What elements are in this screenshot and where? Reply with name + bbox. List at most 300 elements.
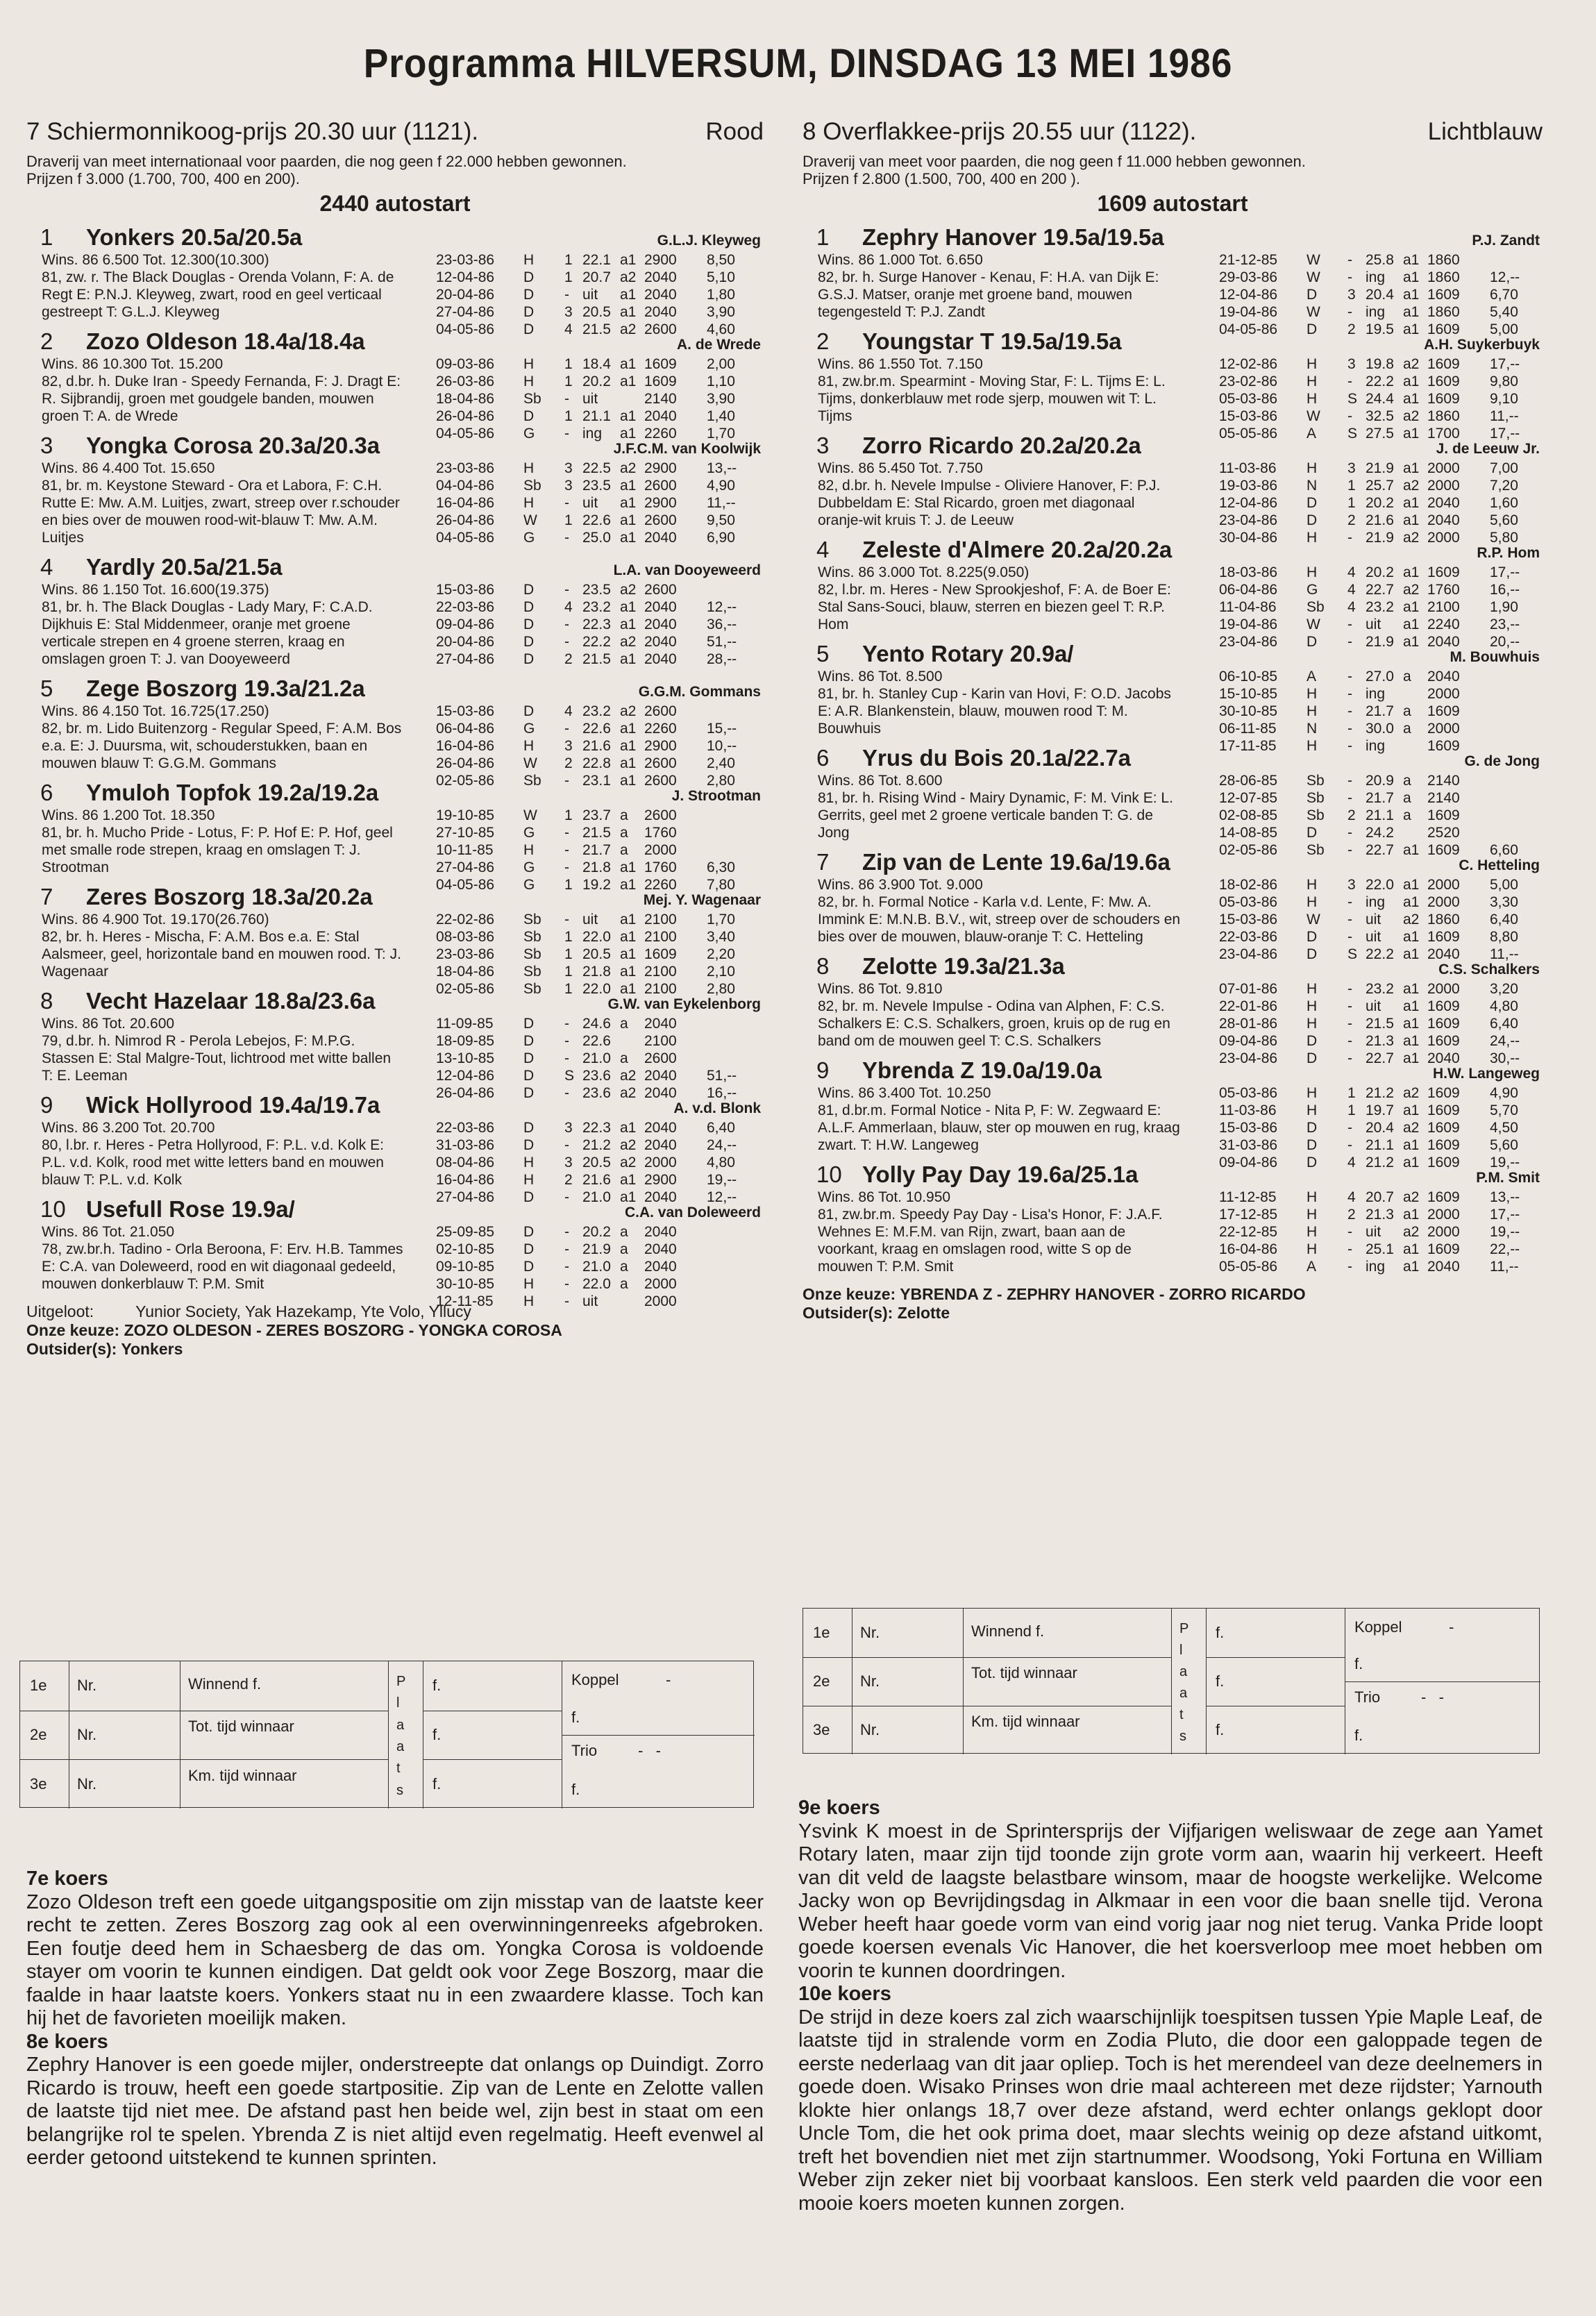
result-class: a2 <box>620 269 637 285</box>
result-distance: 1609 <box>1427 356 1460 372</box>
result-distance: 2040 <box>1427 1259 1460 1275</box>
result-time: 21.3 <box>1366 1207 1394 1223</box>
result-odds: 3,20 <box>1490 981 1518 997</box>
table-f: f. <box>1216 1624 1225 1641</box>
result-track: H <box>523 842 535 858</box>
result-place: 3 <box>1347 460 1356 476</box>
result-date: 06-04-86 <box>1219 582 1278 598</box>
result-class: a1 <box>620 287 637 303</box>
result-date: 21-12-85 <box>1219 252 1278 268</box>
table-trio-f: f. <box>571 1781 580 1798</box>
result-odds: 24,-- <box>707 1137 737 1153</box>
horse-number: 1 <box>816 224 830 250</box>
result-distance: 1609 <box>1427 738 1460 754</box>
result-place: - <box>564 530 569 546</box>
result-time: 22.6 <box>582 512 611 528</box>
result-odds: 5,80 <box>1490 530 1518 546</box>
table-plaats <box>396 1671 405 1802</box>
result-time: 21.9 <box>1366 460 1394 476</box>
horse-entry <box>26 1091 764 1205</box>
result-date: 16-04-86 <box>436 495 495 511</box>
result-track: H <box>523 374 535 389</box>
result-track: H <box>1307 686 1318 702</box>
result-place: - <box>564 912 569 928</box>
result-track: H <box>1307 530 1318 546</box>
result-date: 04-05-86 <box>436 530 495 546</box>
result-distance: 1609 <box>1427 391 1460 407</box>
result-class: a1 <box>620 356 637 372</box>
result-time: 21.0 <box>582 1189 611 1205</box>
result-distance: 1860 <box>1427 252 1460 268</box>
result-place: - <box>1347 738 1352 754</box>
result-class: a1 <box>620 859 637 875</box>
result-track: D <box>1307 512 1318 528</box>
result-class: a1 <box>1403 1207 1420 1223</box>
result-distance: 2040 <box>644 304 677 320</box>
horse-body <box>803 953 1543 1066</box>
result-time: 21.9 <box>582 1241 611 1257</box>
result-time: 21.7 <box>1366 790 1394 806</box>
result-time: 19.5 <box>1366 321 1394 337</box>
result-time: 20.2 <box>1366 564 1394 580</box>
result-place: - <box>1347 1120 1352 1136</box>
result-class: a2 <box>1403 582 1420 598</box>
result-date: 05-03-86 <box>1219 391 1278 407</box>
table-trio-f: f. <box>1354 1727 1363 1744</box>
horse-number: 7 <box>816 849 830 875</box>
result-time: 20.2 <box>582 1224 611 1240</box>
horse-pedigree: 82, d.br. h. Nevele Impulse - Oliviere Hanover, F: P.J. Dubbeldam E: Stal Ricardo, groen met diagonaal oranje-wit kruis T: J. de Leeuw <box>818 478 1161 528</box>
horse-body <box>803 432 1543 546</box>
result-time: 22.0 <box>582 929 611 945</box>
horse-entry <box>803 1057 1543 1170</box>
result-date: 18-02-86 <box>1219 877 1278 893</box>
result-time: 22.0 <box>582 1276 611 1292</box>
result-date: 26-03-86 <box>436 374 495 389</box>
horse-details <box>803 772 1181 841</box>
result-date: 26-04-86 <box>436 755 495 771</box>
result-place: 1 <box>564 964 573 980</box>
result-track: H <box>1307 1241 1318 1257</box>
horse-entry <box>26 883 764 997</box>
horse-body <box>26 1195 764 1309</box>
table-rule <box>1206 1657 1345 1658</box>
result-distance: 2000 <box>644 1155 677 1170</box>
result-time: uit <box>582 495 598 511</box>
result-date: 30-10-85 <box>436 1276 495 1292</box>
result-time: 21.5 <box>582 651 611 667</box>
result-place: - <box>1347 252 1352 268</box>
result-class: a1 <box>1403 374 1420 389</box>
result-distance: 2040 <box>644 408 677 424</box>
result-date: 02-08-85 <box>1219 807 1278 823</box>
horse-details <box>26 1015 405 1084</box>
horse-winnings: Wins. 86 1.200 Tot. 18.350 <box>42 807 215 823</box>
table-trio: Trio <box>1354 1688 1381 1706</box>
result-place: - <box>564 1276 569 1292</box>
table-nr: Nr. <box>860 1721 880 1738</box>
result-distance: 2900 <box>644 738 677 754</box>
result-date: 02-05-86 <box>436 773 495 789</box>
result-odds: 2,20 <box>707 946 735 962</box>
result-track: D <box>1307 1137 1318 1153</box>
horse-trainer: M. Bouwhuis <box>1450 649 1540 665</box>
result-date: 09-04-86 <box>1219 1033 1278 1049</box>
result-track: H <box>1307 877 1318 893</box>
result-distance: 2100 <box>644 912 677 928</box>
result-class: a2 <box>620 582 637 598</box>
result-odds: 5,10 <box>707 269 735 285</box>
result-time: 21.1 <box>1366 1137 1394 1153</box>
horse-details <box>803 460 1181 529</box>
horse-body <box>26 987 764 1101</box>
result-date: 19-04-86 <box>1219 304 1278 320</box>
result-track: Sb <box>523 912 541 928</box>
horse-pedigree: 82, br. h. Heres - Mischa, F: A.M. Bos e.a. E: Stal Aalsmeer, geel, horizontale band en mouwen rood. T: J. Wagenaar <box>42 929 401 980</box>
horse-entry <box>803 536 1543 650</box>
result-date: 30-04-86 <box>1219 530 1278 546</box>
result-place: S <box>1347 391 1358 407</box>
result-date: 08-03-86 <box>436 929 495 945</box>
result-time: 21.2 <box>1366 1085 1394 1101</box>
result-time: ing <box>1366 269 1386 285</box>
horse-number: 8 <box>816 953 830 979</box>
result-distance: 1609 <box>1427 1016 1460 1032</box>
result-odds: 5,40 <box>1490 304 1518 320</box>
result-class: a1 <box>620 252 637 268</box>
result-place: 1 <box>564 877 573 893</box>
table-rule <box>1171 1609 1172 1754</box>
result-distance: 2040 <box>644 599 677 615</box>
result-date: 06-04-86 <box>436 721 495 737</box>
result-time: 21.5 <box>582 825 611 841</box>
table-f: f. <box>432 1726 442 1743</box>
result-place: 3 <box>1347 356 1356 372</box>
result-place: S <box>564 1068 575 1084</box>
result-odds: 6,60 <box>1490 842 1518 858</box>
result-time: ing <box>582 426 603 442</box>
result-distance: 2040 <box>1427 495 1460 511</box>
result-place: - <box>564 1050 569 1066</box>
result-time: 22.6 <box>582 721 611 737</box>
result-date: 23-04-86 <box>1219 512 1278 528</box>
result-class: a1 <box>1403 998 1420 1014</box>
horse-winnings: Wins. 86 Tot. 21.050 <box>42 1224 175 1240</box>
result-date: 23-03-86 <box>436 460 495 476</box>
result-odds: 9,10 <box>1490 391 1518 407</box>
horse-details <box>26 581 405 668</box>
table-nr: Nr. <box>77 1774 97 1793</box>
result-time: 21.3 <box>1366 1033 1394 1049</box>
result-track: D <box>1307 495 1318 511</box>
result-distance: 2000 <box>644 1276 677 1292</box>
result-place: 2 <box>1347 1207 1356 1223</box>
result-distance: 2600 <box>644 512 677 528</box>
result-track: H <box>1307 374 1318 389</box>
result-place: - <box>564 1137 569 1153</box>
result-track: H <box>1307 1224 1318 1240</box>
result-class: a1 <box>1403 1033 1420 1049</box>
result-place: 4 <box>564 599 573 615</box>
horse-name: Zephry Hanover 19.5a/19.5a <box>862 224 1164 250</box>
scratched-label: Uitgeloot: <box>26 1302 94 1320</box>
horse-details <box>803 251 1181 321</box>
result-odds: 22,-- <box>1490 1241 1520 1257</box>
result-date: 04-05-86 <box>436 321 495 337</box>
result-distance: 2040 <box>1427 946 1460 962</box>
result-time: 21.7 <box>1366 703 1394 719</box>
result-distance: 2000 <box>644 842 677 858</box>
result-time: 22.2 <box>1366 946 1394 962</box>
analysis-heading: 10e koers <box>798 1983 891 2005</box>
result-odds: 1,70 <box>707 426 735 442</box>
result-time: 21.9 <box>1366 634 1394 650</box>
horse-number: 5 <box>816 641 830 666</box>
result-track: G <box>523 825 535 841</box>
result-odds: 13,-- <box>1490 1189 1520 1205</box>
result-time: 19.7 <box>1366 1102 1394 1118</box>
result-date: 02-10-85 <box>436 1241 495 1257</box>
result-time: 21.6 <box>1366 512 1394 528</box>
result-time: 20.2 <box>1366 495 1394 511</box>
result-track: D <box>523 1016 535 1032</box>
horse-trainer: G.W. van Eykelenborg <box>607 996 761 1012</box>
horse-body <box>26 675 764 789</box>
result-odds: 4,80 <box>707 1155 735 1170</box>
table-koppel: Koppel <box>1354 1618 1402 1636</box>
horse-name: Zege Boszorg 19.3a/21.2a <box>86 676 365 701</box>
result-track: H <box>1307 1016 1318 1032</box>
result-class: a1 <box>620 946 637 962</box>
horse-trainer: C. Hetteling <box>1459 857 1540 873</box>
result-track: Sb <box>523 478 541 494</box>
result-place: - <box>1347 1259 1352 1275</box>
horse-details <box>26 911 405 980</box>
result-track: Sb <box>523 929 541 945</box>
result-distance: 2040 <box>644 530 677 546</box>
result-place: 3 <box>564 738 573 754</box>
result-distance: 1609 <box>1427 842 1460 858</box>
result-place: - <box>1347 269 1352 285</box>
result-track: D <box>523 304 535 320</box>
result-distance: 2140 <box>644 391 677 407</box>
result-distance: 1609 <box>1427 1189 1460 1205</box>
result-distance: 2000 <box>1427 460 1460 476</box>
result-track: Sb <box>1307 842 1325 858</box>
result-time: 21.5 <box>1366 1016 1394 1032</box>
horse-details <box>803 355 1181 425</box>
result-odds: 4,60 <box>707 321 735 337</box>
result-class: a1 <box>620 599 637 615</box>
result-track: Sb <box>523 964 541 980</box>
horse-pedigree: 82, l.br. m. Heres - New Sprookjeshof, F: A. de Boer E: Stal Sans-Souci, blauw, sterren en biezen geel T: R.P. Hom <box>818 582 1171 632</box>
result-distance: 2900 <box>644 495 677 511</box>
result-place: 4 <box>1347 564 1356 580</box>
result-distance: 1609 <box>1427 287 1460 303</box>
table-koppel-dash: - <box>1449 1618 1454 1636</box>
horse-number: 3 <box>816 433 830 458</box>
horse-pedigree: 81, br. h. Rising Wind - Mairy Dynamic, F: M. Vink E: L. Gerrits, geel met 2 groene verticale banden T: G. de Jong <box>818 790 1173 841</box>
plaats-letter: a <box>1179 1664 1188 1679</box>
table-f: f. <box>432 1677 442 1695</box>
result-place: - <box>564 287 569 303</box>
horse-number: 2 <box>40 328 53 354</box>
result-distance: 2600 <box>644 773 677 789</box>
result-place: 1 <box>1347 1102 1356 1118</box>
result-class: a <box>1403 669 1411 685</box>
result-class: a1 <box>1403 1050 1420 1066</box>
pick-label: Onze keuze: <box>803 1285 896 1303</box>
result-place: - <box>1347 721 1352 737</box>
result-track: D <box>1307 1155 1318 1170</box>
horse-name: Yrus du Bois 20.1a/22.7a <box>862 745 1132 771</box>
result-date: 27-04-86 <box>436 859 495 875</box>
horse-trainer: A.H. Suykerbuyk <box>1424 337 1540 353</box>
result-time: 30.0 <box>1366 721 1394 737</box>
horse-body <box>803 744 1543 858</box>
plaats-letter: P <box>1179 1621 1189 1636</box>
result-track: D <box>523 1259 535 1275</box>
result-track: Sb <box>1307 773 1325 789</box>
result-place: 2 <box>1347 807 1356 823</box>
result-time: 22.5 <box>582 460 611 476</box>
result-track: G <box>523 721 535 737</box>
result-odds: 17,-- <box>1490 426 1520 442</box>
horse-details <box>26 355 405 425</box>
horse-trainer: C.A. van Doleweerd <box>624 1205 761 1220</box>
result-distance: 2040 <box>644 1189 677 1205</box>
result-class: a2 <box>620 1085 637 1101</box>
result-track: W <box>1307 252 1320 268</box>
result-distance: 2600 <box>644 1050 677 1066</box>
race-conditions <box>26 153 764 187</box>
race-color: Rood <box>705 118 764 145</box>
result-distance: 2600 <box>644 755 677 771</box>
race-7-column <box>26 118 764 1359</box>
result-class: a <box>620 842 628 858</box>
result-distance: 2040 <box>644 1224 677 1240</box>
result-date: 09-03-86 <box>436 356 495 372</box>
result-class: a2 <box>1403 408 1420 424</box>
result-time: 24.2 <box>1366 825 1394 841</box>
result-date: 19-03-86 <box>1219 478 1278 494</box>
horse-trainer: J. Strootman <box>671 788 761 804</box>
result-distance: 1609 <box>1427 321 1460 337</box>
outsider-horses: Yonkers <box>117 1340 183 1358</box>
result-class: a <box>620 1259 628 1275</box>
race-footer <box>26 1302 764 1359</box>
horse-number: 4 <box>816 537 830 562</box>
result-date: 15-03-86 <box>436 582 495 598</box>
horse-name: Zozo Oldeson 18.4a/18.4a <box>86 328 365 354</box>
horse-pedigree: 81, zw.br.m. Spearmint - Moving Star, F: L. Tijms E: L. Tijms, donkerblauw met rode sjerp, mouwen wit T: L. Tijms <box>818 374 1166 424</box>
horse-name: Yongka Corosa 20.3a/20.3a <box>86 433 380 458</box>
result-odds: 12,-- <box>707 599 737 615</box>
horse-body <box>26 224 764 337</box>
result-place: - <box>1347 1050 1352 1066</box>
result-place: - <box>1347 408 1352 424</box>
horse-trainer: G. de Jong <box>1464 753 1540 769</box>
result-date: 12-02-86 <box>1219 356 1278 372</box>
result-distance: 2000 <box>1427 894 1460 910</box>
horse-details <box>803 564 1181 633</box>
result-time: 25.7 <box>1366 478 1394 494</box>
result-date: 18-04-86 <box>436 964 495 980</box>
result-distance: 2140 <box>1427 773 1460 789</box>
result-distance: 2900 <box>644 1172 677 1188</box>
result-odds: 6,40 <box>1490 1016 1518 1032</box>
horse-details <box>803 1189 1181 1275</box>
result-distance: 2000 <box>1427 1224 1460 1240</box>
horse-name: Yento Rotary 20.9a/ <box>862 641 1074 666</box>
result-track: H <box>1307 460 1318 476</box>
result-class: a1 <box>1403 1102 1420 1118</box>
result-track: D <box>1307 321 1318 337</box>
horse-pedigree: 82, br. h. Surge Hanover - Kenau, F: H.A. van Dijk E: G.S.J. Matser, oranje met groene band, mouwen tegengesteld T: P.J. Zandt <box>818 269 1159 320</box>
plaats-letter: P <box>396 1674 406 1689</box>
result-odds: 11,-- <box>707 495 736 511</box>
horse-winnings: Wins. 86 Tot. 8.600 <box>818 773 943 789</box>
horse-name: Vecht Hazelaar 18.8a/23.6a <box>86 988 376 1014</box>
horse-name: Zelotte 19.3a/21.3a <box>862 953 1065 979</box>
table-koppel-dash: - <box>666 1671 671 1688</box>
result-odds: 4,80 <box>1490 998 1518 1014</box>
horse-winnings: Wins. 86 6.500 Tot. 12.300(10.300) <box>42 252 269 268</box>
table-rule <box>803 1657 1171 1658</box>
horse-name: Wick Hollyrood 19.4a/19.7a <box>86 1092 380 1118</box>
result-time: 22.8 <box>582 755 611 771</box>
result-odds: 11,-- <box>1490 408 1519 424</box>
result-distance: 2040 <box>1427 634 1460 650</box>
horse-number: 10 <box>40 1196 66 1222</box>
result-odds: 19,-- <box>1490 1155 1520 1170</box>
result-place: - <box>564 842 569 858</box>
result-odds: 3,30 <box>1490 894 1518 910</box>
result-time: 23.1 <box>582 773 611 789</box>
horse-trainer: C.S. Schalkers <box>1438 962 1540 977</box>
result-track: H <box>523 460 535 476</box>
result-place: - <box>564 1189 569 1205</box>
result-track: Sb <box>523 981 541 997</box>
result-distance: 2260 <box>644 721 677 737</box>
result-odds: 5,60 <box>1490 1137 1518 1153</box>
table-place: 3e <box>813 1721 830 1738</box>
result-place: - <box>1347 981 1352 997</box>
result-odds: 7,00 <box>1490 460 1518 476</box>
result-distance: 2100 <box>644 1033 677 1049</box>
pick-line <box>26 1321 764 1340</box>
race-8-column <box>803 118 1543 1323</box>
result-date: 22-03-86 <box>436 599 495 615</box>
result-distance: 2000 <box>644 1293 677 1309</box>
horse-details <box>803 980 1181 1050</box>
result-date: 22-03-86 <box>436 1120 495 1136</box>
result-class: a1 <box>1403 304 1420 320</box>
horse-trainer: A. v.d. Blonk <box>673 1100 761 1116</box>
result-track: H <box>523 1155 535 1170</box>
result-odds: 9,50 <box>707 512 735 528</box>
result-class: a1 <box>1403 634 1420 650</box>
result-track: D <box>1307 287 1318 303</box>
result-odds: 2,40 <box>707 755 735 771</box>
horse-entry <box>26 675 764 789</box>
result-distance: 1609 <box>1427 1033 1460 1049</box>
result-time: 23.5 <box>582 582 611 598</box>
result-odds: 3,90 <box>707 304 735 320</box>
result-odds: 6,90 <box>707 530 735 546</box>
result-date: 26-04-86 <box>436 1085 495 1101</box>
result-track: D <box>523 1224 535 1240</box>
